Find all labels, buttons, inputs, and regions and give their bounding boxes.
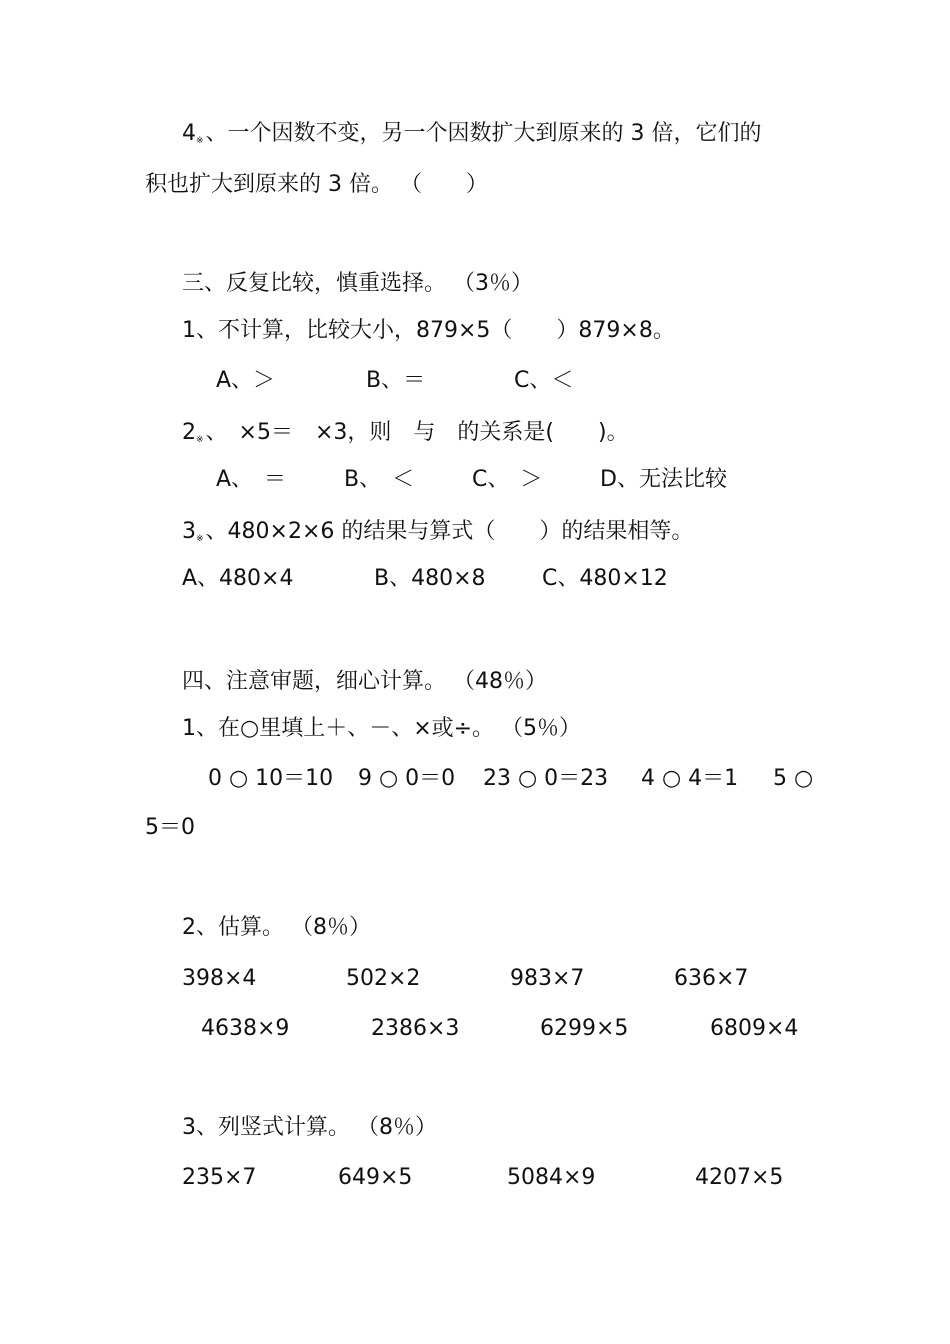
option-c: C、＜ — [514, 368, 574, 393]
section-four-heading: 四、注意审题，细心计算。 （48％） — [182, 669, 547, 694]
estimate-item: 502×2 — [346, 966, 421, 991]
fill-operator-item: 5 ○ — [773, 766, 814, 791]
question-number: 3 — [182, 519, 196, 544]
vertical-calc-item: 4207×5 — [695, 1165, 784, 1190]
question-4-2-title: 2、估算。 （8％） — [182, 915, 371, 940]
reference-mark: ※ — [196, 136, 204, 146]
reference-mark: ※ — [196, 435, 204, 445]
question-3-1: 1、不计算，比较大小，879×5（ ）879×8。 — [182, 318, 675, 343]
question-4 — [182, 123, 762, 146]
estimate-item: 2386×3 — [371, 1016, 460, 1041]
option-b: B、＝ — [366, 368, 426, 393]
option-c: C、480×12 — [542, 566, 668, 591]
question-number: 4 — [182, 121, 196, 146]
question-4-continuation: 积也扩大到原来的 3 倍。 （ ） — [145, 172, 488, 197]
option-a: A、＞ — [216, 368, 276, 393]
vertical-calc-item: 649×5 — [338, 1165, 413, 1190]
estimate-item: 636×7 — [674, 966, 749, 991]
estimate-item: 983×7 — [510, 966, 585, 991]
question-text: 、 ×5＝ ×3，则 与 的关系是( )。 — [205, 420, 629, 445]
option-d: D、无法比较 — [600, 467, 727, 492]
fill-operator-item: 9 ○ 0＝0 — [358, 766, 456, 791]
question-3-2 — [182, 422, 629, 445]
question-3-3 — [182, 521, 693, 544]
option-c: C、 ＞ — [472, 467, 543, 492]
question-4-1-title: 1、在○里填上＋、－、×或÷。 （5％） — [182, 716, 582, 741]
estimate-item: 4638×9 — [201, 1016, 290, 1041]
reference-mark: ※ — [196, 534, 204, 544]
fill-operator-item: 23 ○ 0＝23 — [483, 766, 609, 791]
section-three-heading: 三、反复比较，慎重选择。 （3％） — [182, 271, 533, 296]
question-text: 、480×2×6 的结果与算式（ ）的结果相等。 — [205, 519, 694, 544]
vertical-calc-item: 5084×9 — [507, 1165, 596, 1190]
fill-operator-item: 4 ○ 4＝1 — [641, 766, 739, 791]
question-text: 、一个因数不变，另一个因数扩大到原来的 3 倍，它们的 — [205, 121, 762, 146]
estimate-item: 398×4 — [182, 966, 257, 991]
option-a: A、480×4 — [182, 566, 294, 591]
question-4-3-title: 3、列竖式计算。 （8％） — [182, 1115, 437, 1140]
estimate-item: 6299×5 — [540, 1016, 629, 1041]
question-number: 2 — [182, 420, 196, 445]
fill-operator-item-wrap: 5＝0 — [145, 815, 195, 840]
estimate-item: 6809×4 — [710, 1016, 799, 1041]
option-a: A、 ＝ — [216, 467, 287, 492]
vertical-calc-item: 235×7 — [182, 1165, 257, 1190]
option-b: B、480×8 — [374, 566, 486, 591]
fill-operator-item: 0 ○ 10＝10 — [208, 766, 334, 791]
option-b: B、 ＜ — [344, 467, 415, 492]
